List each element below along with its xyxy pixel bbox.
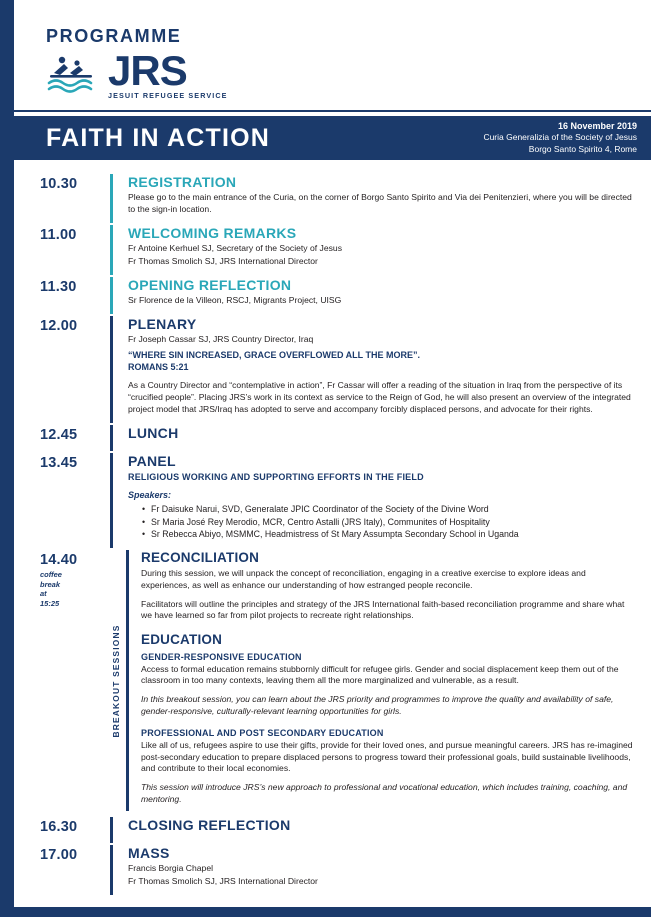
agenda-time: 12.45 <box>40 427 78 444</box>
agenda-rule <box>106 277 116 314</box>
agenda-item-plenary <box>0 316 633 424</box>
reconciliation-paragraph-2: Facilitators will outline the principles and strategy of the JRS International faith-based reconciliation programme and share what we have learned so far from pilot projects to recreate right relationships. <box>141 598 625 621</box>
agenda-time: 16.30 <box>40 819 78 836</box>
gender-responsive-education-subhead: GENDER-RESPONSIVE EDUCATION <box>141 651 302 662</box>
agenda-content <box>116 845 633 895</box>
agenda-list <box>0 160 651 895</box>
jrs-tagline: JESUIT REFUGEE SERVICE <box>108 91 228 100</box>
agenda-time: 12.00 <box>40 317 78 334</box>
agenda-item-closing-reflection <box>0 817 633 843</box>
venue-line-2: Borgo Santo Spirito 4, Rome <box>528 143 637 154</box>
agenda-item-welcoming-remarks <box>0 225 633 275</box>
agenda-time-cell <box>0 550 106 608</box>
agenda-time: 10.30 <box>40 176 78 192</box>
page-header <box>0 0 651 112</box>
agenda-heading: REGISTRATION <box>128 174 237 190</box>
breakout-content <box>129 550 633 811</box>
gender-responsive-education-italic: In this breakout session, you can learn about the JRS priority and programmes to improve the quality and availability of safe, gender-responsive, culturally-relevant learning opportunities for girls. <box>141 693 614 716</box>
agenda-content <box>116 453 633 548</box>
programme-word: PROGRAMME <box>46 26 182 46</box>
gender-responsive-education-paragraph: Access to formal education remains stubbornly difficult for refugee girls. Gender and social displacement keep them out of the classroom in too many contexts, leaving them all the more marginalized and vulnerable, as a result. <box>141 663 619 686</box>
agenda-speaker-1: Fr Antoine Kerhuel SJ, Secretary of the Society of Jesus <box>128 243 342 254</box>
agenda-content <box>116 174 633 223</box>
agenda-time: 13.45 <box>40 455 78 472</box>
plenary-quote <box>128 349 633 373</box>
mass-location: Francis Borgia Chapel <box>128 863 214 874</box>
title-band <box>0 116 651 160</box>
list-item: • Sr Maria José Rey Merodio, MCR, Centro Astalli (JRS Italy), Communites of Hospitality <box>142 516 633 528</box>
agenda-rule <box>106 174 116 223</box>
agenda-time-cell <box>0 174 106 192</box>
page-title: FAITH IN ACTION <box>46 123 271 152</box>
agenda-heading: CLOSING REFLECTION <box>128 817 291 834</box>
agenda-rule <box>106 817 116 843</box>
event-date: 16 November 2019 <box>557 120 637 131</box>
panel-subheading: RELIGIOUS WORKING AND SUPPORTING EFFORTS IN THE FIELD <box>128 472 424 483</box>
plenary-quote-line-1: “WHERE SIN INCREASED, GRACE OVERFLOWED ALL THE MORE”. <box>128 350 421 361</box>
agenda-content <box>116 225 633 275</box>
agenda-description: Please go to the main entrance of the Curia, on the corner of Borgo Santo Spirito and Via dei Penitenzieri, where you will be directed to the sign-in location. <box>128 192 632 214</box>
agenda-item-lunch <box>0 425 633 451</box>
speakers-label: Speakers: <box>128 490 172 501</box>
agenda-rule <box>106 845 116 895</box>
agenda-item-panel <box>0 453 633 548</box>
breakout-sessions-sidebar-label: BREAKOUT SESSIONS <box>111 624 121 738</box>
jrs-logo <box>46 47 651 100</box>
agenda-heading: WELCOMING REMARKS <box>128 225 297 242</box>
agenda-item-mass <box>0 845 633 895</box>
agenda-rule <box>106 225 116 275</box>
agenda-time-cell <box>0 425 106 443</box>
agenda-time-cell <box>0 225 106 243</box>
agenda-item-breakout-sessions <box>0 550 633 811</box>
list-item: • Fr Daisuke Narui, SVD, Generalate JPIC Coordinator of the Society of the Divine Word <box>142 503 633 515</box>
agenda-time-cell <box>0 316 106 334</box>
professional-education-italic: This session will introduce JRS’s new approach to professional and vocational education, which includes training, coaching, and mentoring. <box>141 781 628 804</box>
breakout-block <box>106 550 633 811</box>
agenda-time-cell <box>0 817 106 835</box>
panel-speakers-list <box>128 503 633 540</box>
agenda-speaker-1: Sr Florence de la Villeon, RSCJ, Migrants Project, UISG <box>128 294 342 305</box>
professional-education-subhead: PROFESSIONAL AND POST SECONDARY EDUCATION <box>141 728 384 739</box>
header-divider <box>14 110 651 112</box>
agenda-speaker-1: Fr Joseph Cassar SJ, JRS Country Director, Iraq <box>128 333 314 344</box>
reconciliation-paragraph-1: During this session, we will unpack the concept of reconciliation, engaging in a creative exercise to explore ideas and experiences, as well as enhance our understanding of how estranged people reconcile. <box>141 568 586 590</box>
breakout-heading-education: EDUCATION <box>141 631 223 647</box>
agenda-heading: PANEL <box>128 453 176 470</box>
agenda-time: 17.00 <box>40 847 78 864</box>
agenda-rule <box>106 453 116 548</box>
event-details <box>483 121 637 156</box>
agenda-heading: PLENARY <box>128 315 197 332</box>
agenda-item-registration <box>0 174 633 223</box>
agenda-time-cell <box>0 277 106 295</box>
agenda-heading: LUNCH <box>128 425 179 442</box>
agenda-heading: MASS <box>128 845 170 862</box>
agenda-rule <box>106 316 116 424</box>
agenda-time-cell <box>0 845 106 863</box>
coffee-break-note: coffee break at 15:25 <box>40 570 62 608</box>
agenda-time-cell <box>0 453 106 471</box>
agenda-item-opening-reflection <box>0 277 633 314</box>
bottom-edge-bar <box>0 907 651 917</box>
agenda-time: 14.40 <box>40 552 78 569</box>
mass-celebrant: Fr Thomas Smolich SJ, JRS International Director <box>128 875 318 886</box>
agenda-time: 11.30 <box>40 278 77 295</box>
professional-education-paragraph: Like all of us, refugees aspire to use their gifts, provide for their loved ones, and pursue meaningful careers. JRS has re-imagined post-secondary education to prepare displaced persons to progress toward their professional goals, build sustainable livelihoods, and contribute to their local economies. <box>141 740 633 774</box>
plenary-quote-reference: ROMANS 5:21 <box>128 362 189 373</box>
plenary-paragraph: As a Country Director and “contemplative in action”, Fr Cassar will offer a reading of the situation in Iraq from the perspective of its “crucified people”. Placing JRS’s work in its context as service to the Reign of God, he will also present an overview of the integrated project model that JRS/Iraq has adopted to serve and accompany forcibly displaced persons, and advocate for their rights. <box>128 380 631 414</box>
agenda-content <box>116 817 633 843</box>
jrs-boat-people-icon <box>46 53 104 93</box>
agenda-time: 11.00 <box>40 227 77 244</box>
list-item: • Sr Rebecca Abiyo, MSMMC, Headmistress of St Mary Assumpta Secondary School in Uganda <box>142 528 633 540</box>
breakout-heading-reconciliation: RECONCILIATION <box>141 550 260 566</box>
agenda-content <box>116 316 633 424</box>
agenda-rule <box>106 425 116 451</box>
agenda-content <box>116 277 633 314</box>
venue-line-1: Curia Generalizia of the Society of Jesus <box>483 132 637 143</box>
jrs-wordmark: JRS <box>108 47 187 94</box>
agenda-heading: OPENING REFLECTION <box>128 276 292 293</box>
agenda-content <box>116 425 633 451</box>
agenda-speaker-2: Fr Thomas Smolich SJ, JRS International Director <box>128 255 318 266</box>
